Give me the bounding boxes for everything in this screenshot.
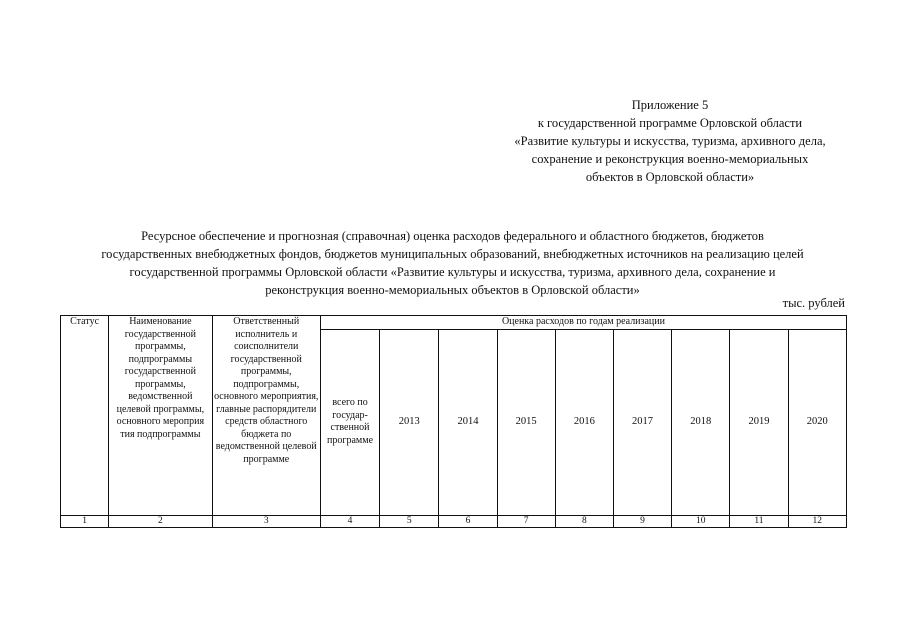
header-executor: Ответственный исполнитель и соисполнители государственной программы, подпрограммы, основного мероприятия, главные распорядители средств областного бюджета по ведомственной целевой программе	[212, 316, 320, 516]
column-number: 4	[320, 515, 379, 527]
column-number: 2	[109, 515, 212, 527]
title-line: государственной программы Орловской области «Развитие культуры и искусства, туризма, архивного дела, сохранение и	[129, 265, 776, 279]
table-row	[61, 515, 847, 527]
units-label: тыс. рублей	[782, 296, 845, 310]
document-title	[40, 227, 865, 299]
title-line: Ресурсное обеспечение и прогнозная (справочная) оценка расходов федерального и областного бюджетов, бюджетов	[141, 229, 764, 243]
header-status: Статус	[61, 316, 109, 516]
appendix-line: объектов в Орловской области»	[585, 170, 755, 184]
column-number: 8	[555, 515, 613, 527]
resource-table	[60, 315, 847, 528]
column-number: 7	[497, 515, 555, 527]
header-program-name: Наименование государственной программы, подпрограммы государственной программы, ведомственной целевой программы, основного мероприя тия подпрограммы	[109, 316, 212, 516]
header-year: 2013	[380, 329, 439, 515]
column-number: 1	[61, 515, 109, 527]
header-year: 2018	[672, 329, 730, 515]
header-year: 2014	[439, 329, 497, 515]
column-number: 3	[212, 515, 320, 527]
header-estimate-group: Оценка расходов по годам реализации	[320, 316, 846, 330]
appendix-line: Приложение 5	[631, 98, 709, 112]
header-total: всего по государ-ственной программе	[320, 329, 379, 515]
column-number: 5	[380, 515, 439, 527]
column-number: 12	[788, 515, 846, 527]
table-header-row	[61, 316, 847, 330]
header-year: 2020	[788, 329, 846, 515]
column-number: 9	[613, 515, 671, 527]
appendix-line: сохранение и реконструкция военно-мемориальных	[531, 152, 809, 166]
header-year: 2017	[613, 329, 671, 515]
appendix-header	[470, 96, 870, 186]
column-number: 11	[730, 515, 788, 527]
header-year: 2016	[555, 329, 613, 515]
appendix-line: к государственной программе Орловской области	[537, 116, 803, 130]
title-line: государственных внебюджетных фондов, бюджетов муниципальных образований, внебюджетных источников на реализацию целей	[101, 247, 804, 261]
header-year: 2015	[497, 329, 555, 515]
title-line: реконструкция военно-мемориальных объектов в Орловской области»	[265, 283, 640, 297]
header-year: 2019	[730, 329, 788, 515]
column-number: 6	[439, 515, 497, 527]
column-number: 10	[672, 515, 730, 527]
appendix-line: «Развитие культуры и искусства, туризма, архивного дела,	[514, 134, 826, 148]
